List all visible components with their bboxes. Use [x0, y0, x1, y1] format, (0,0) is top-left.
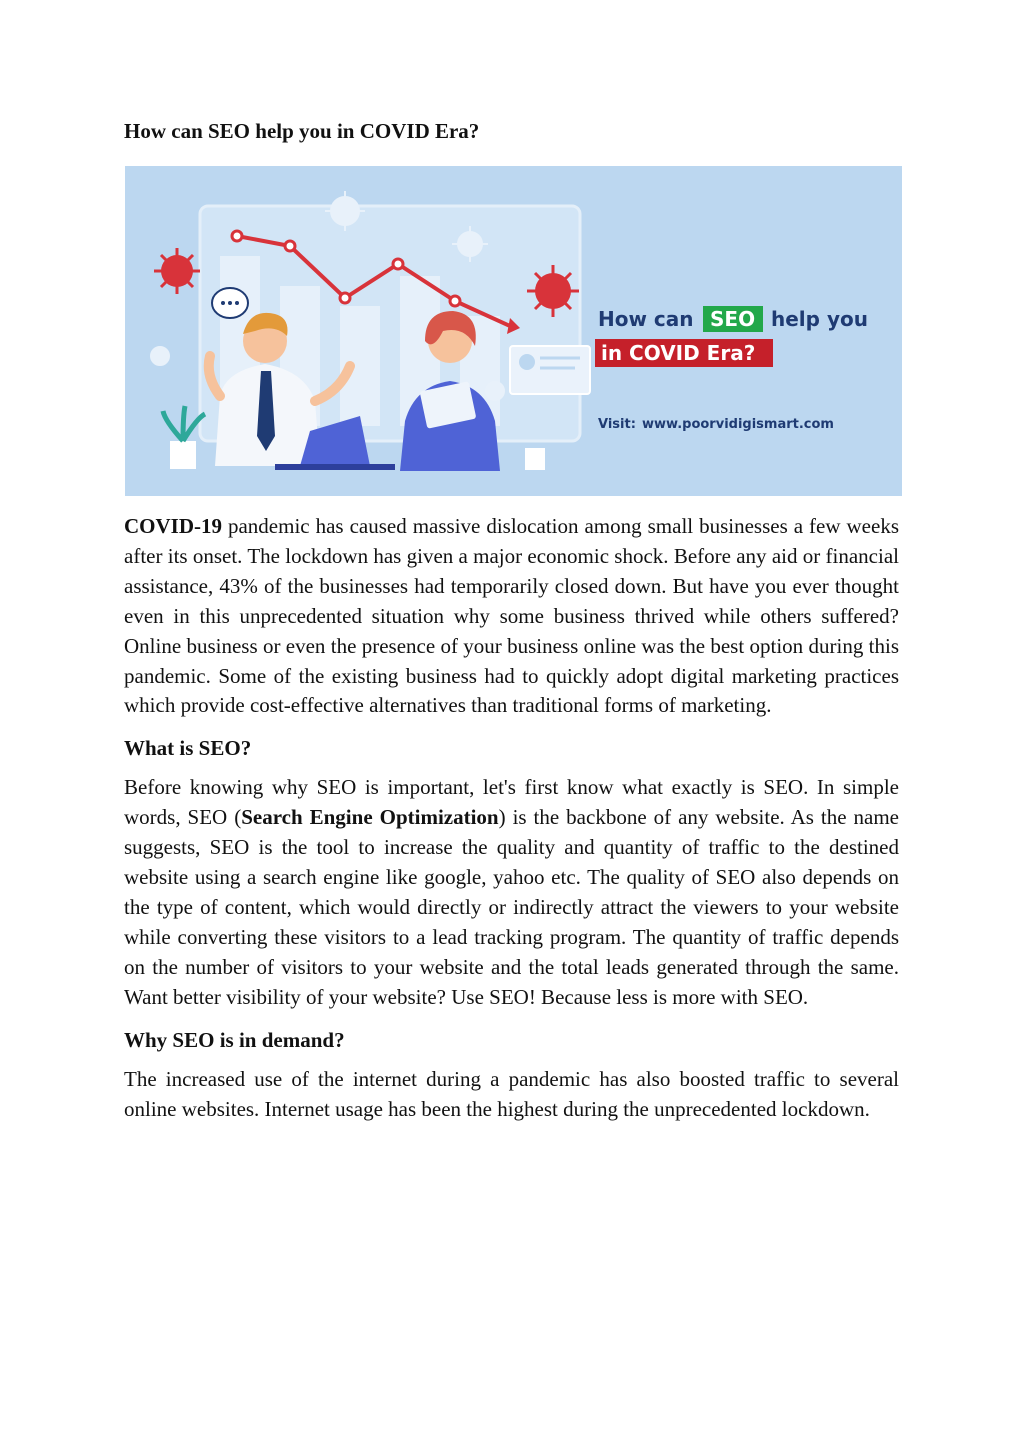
document-page — [124, 118, 899, 1136]
banner-headline-part2: help you — [771, 307, 868, 331]
paragraph-why-seo: The increased use of the internet during a pandemic has also boosted traffic to several online websites. Internet usage has been the highest during the unprecedented lockdown. — [124, 1066, 899, 1121]
paragraph-what-before: Before knowing why SEO is important, let's first know what exactly is SEO. In simple words, SEO ( — [124, 775, 899, 830]
banner-headline-line2: in COVID Era? — [601, 341, 756, 365]
paragraph-intro — [124, 512, 899, 721]
banner-image — [125, 166, 902, 496]
banner-visit-url: www.poorvidigismart.com — [642, 417, 834, 432]
banner-illustration — [125, 166, 902, 496]
heading-what-is-seo: What is SEO? — [124, 736, 252, 761]
document-title: How can SEO help you in COVID Era? — [124, 119, 480, 143]
chat-bubble-icon — [212, 288, 248, 318]
search-engine-optimization-term: Search Engine Optimization — [241, 805, 499, 830]
paragraph-what-is-seo — [124, 773, 899, 1012]
banner-headline-part1: How can — [598, 307, 694, 331]
banner-visit-label: Visit: — [598, 417, 636, 432]
banner-headline-seo: SEO — [710, 307, 756, 331]
heading-why-seo-demand: Why SEO is in demand? — [124, 1027, 345, 1052]
covid-lead: COVID-19 — [124, 514, 222, 538]
paragraph-intro-text: pandemic has caused massive dislocation among small businesses a few weeks after its onset. The lockdown has given a major economic shock. Before any aid or financial assistance, 43% of the businesses had temporarily closed down. But have you ever thought even in this unprecedented situation why some business thrived while others suffered? Online business or even the presence of your business online was the best option during this pandemic. Some of the existing business had to quickly adopt digital marketing practices which provide cost-effective alternatives than traditional forms of marketing. — [124, 514, 899, 718]
paragraph-what-after: ) is the backbone of any website. As the name suggests, SEO is the tool to increase the quality and quantity of traffic to the destined website using a search engine like google, yahoo etc. The quality of SEO also depends on the type of content, which would directly or indirectly attract the viewers to your website while converting these visitors to a lead tracking program. The quantity of traffic depends on the number of visitors to your website and the total leads generated through the same. Want better visibility of your website? Use SEO! Because less is more with SEO. — [124, 805, 900, 1009]
